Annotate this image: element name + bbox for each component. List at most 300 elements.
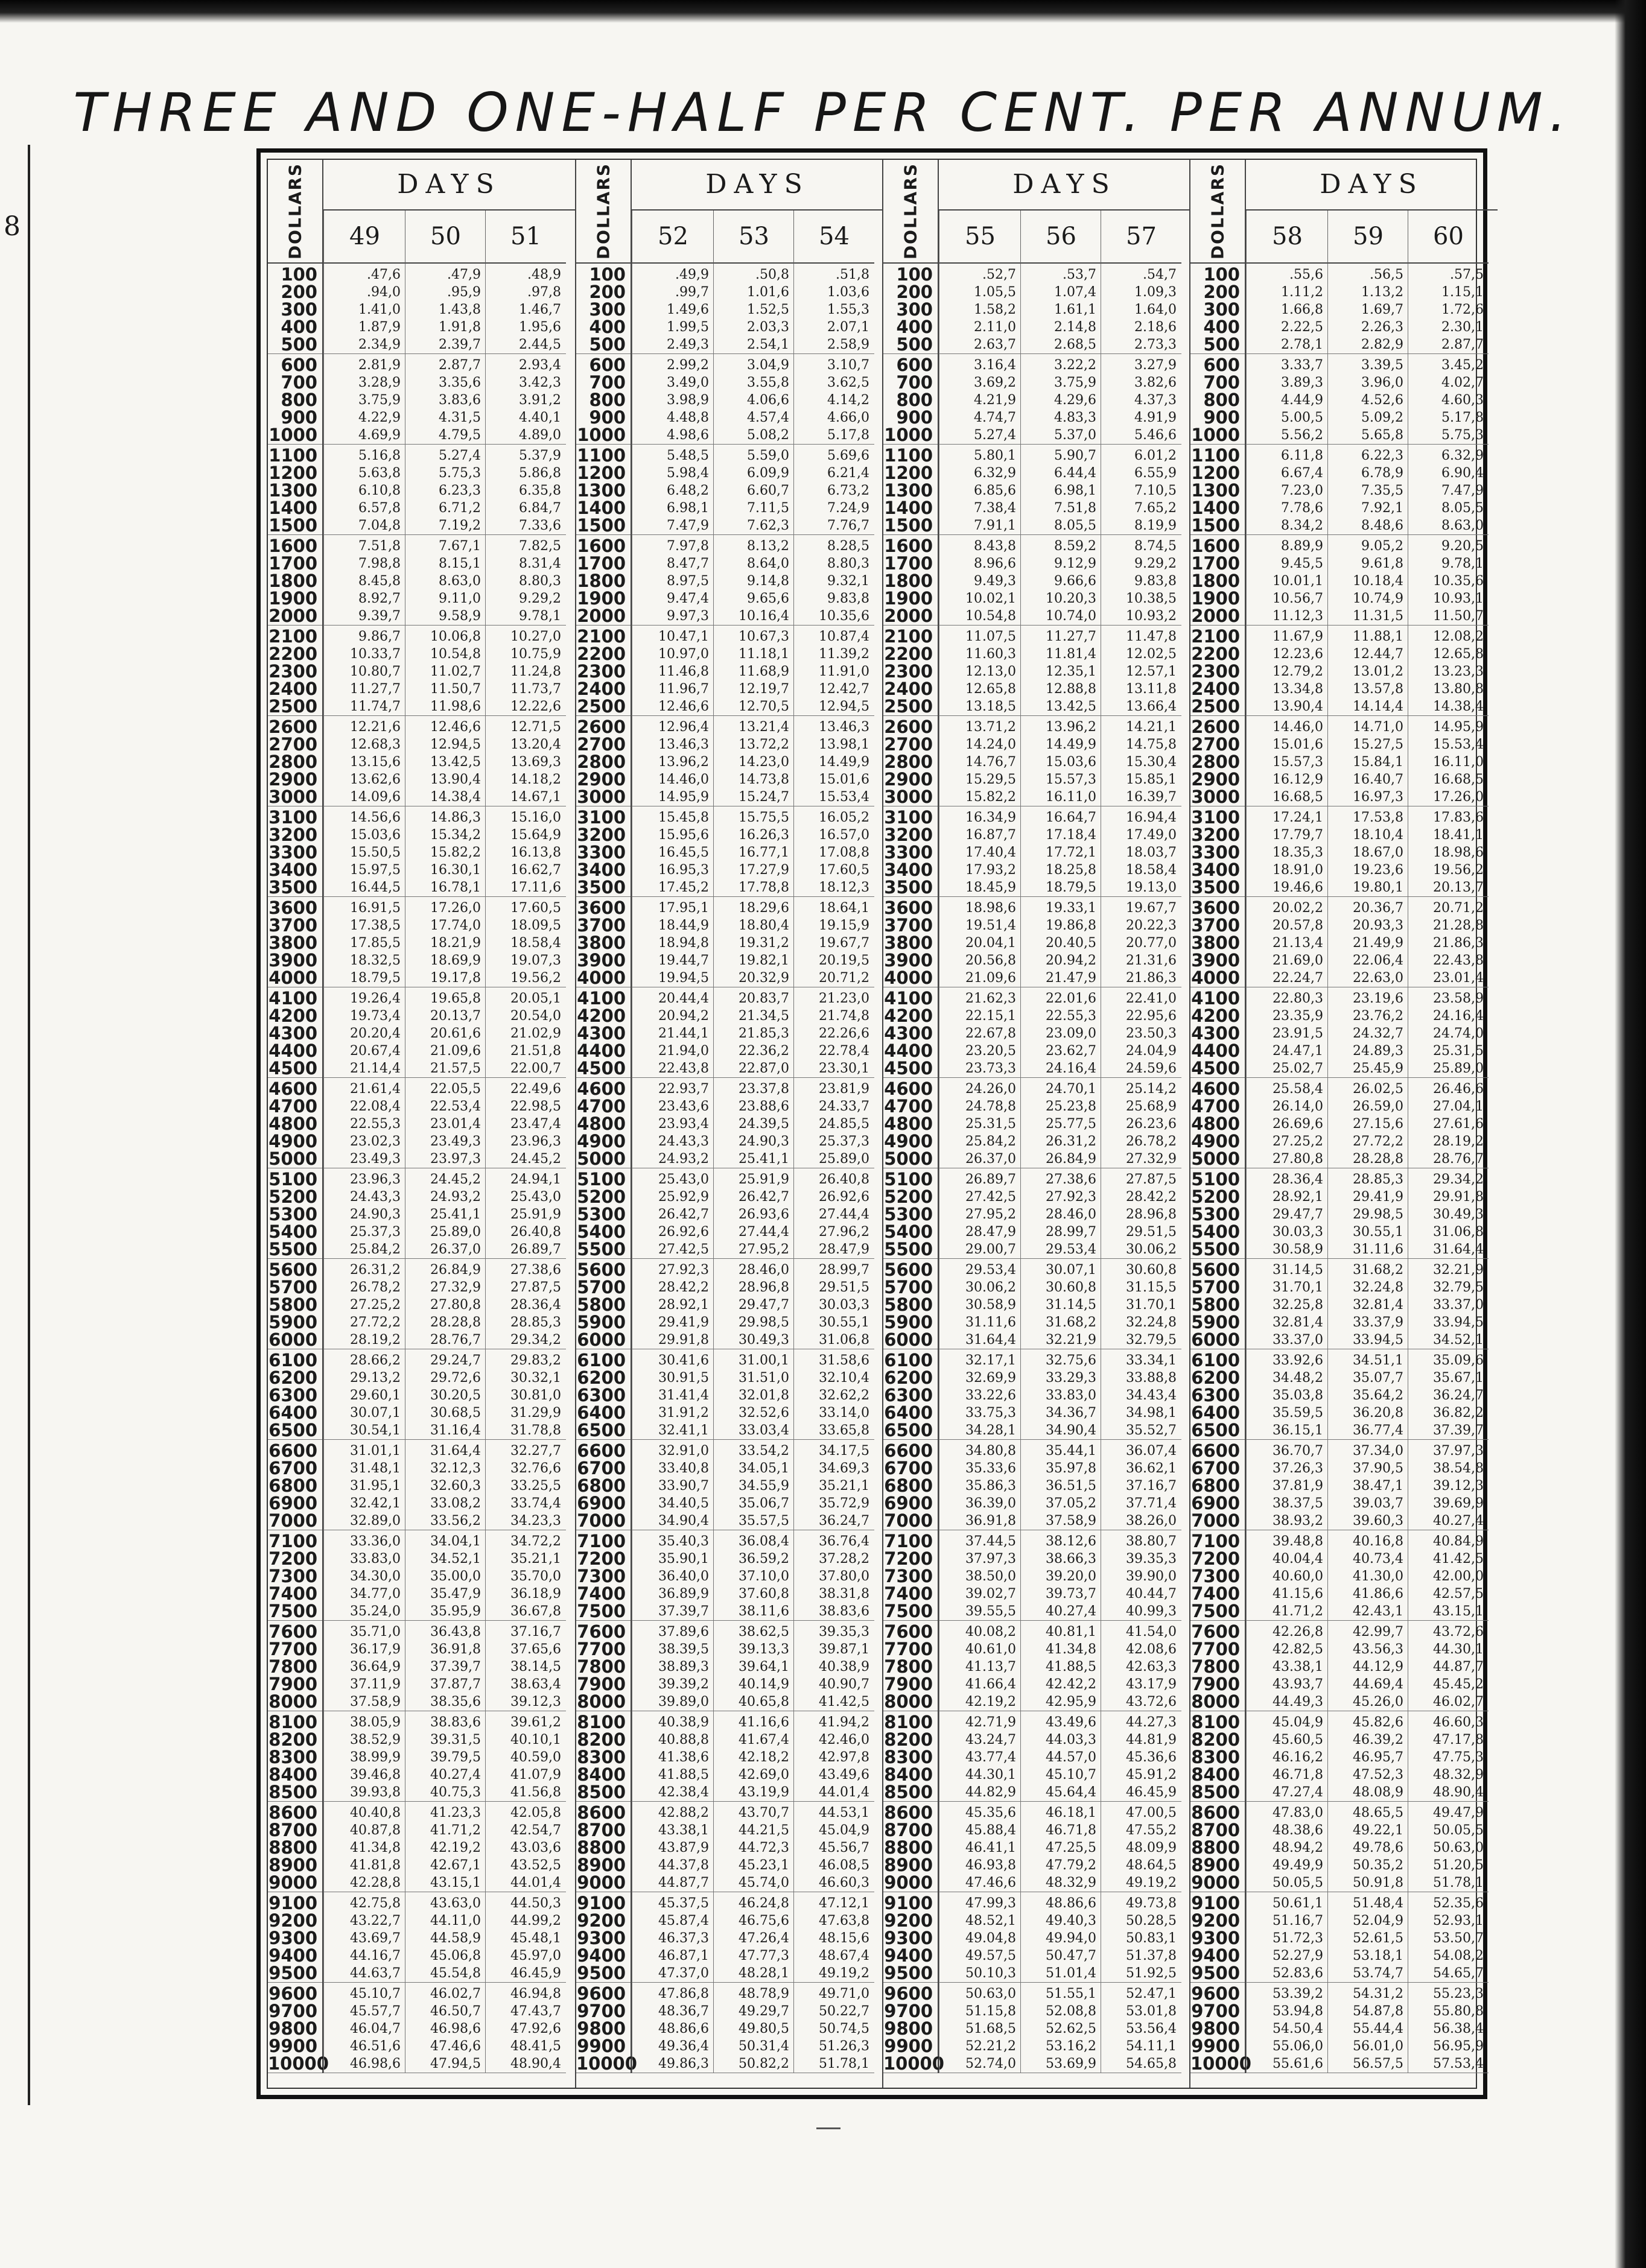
interest-value: 39.90,0 [1126, 1569, 1177, 1584]
interest-value: 10.16,4 [739, 609, 789, 624]
dollar-amount: 7000 [269, 1510, 317, 1531]
interest-value: 35.24,0 [350, 1604, 401, 1619]
dollars-column [268, 264, 329, 2074]
interest-value: 45.04,9 [1273, 1715, 1323, 1730]
interest-value: 6.21,4 [827, 466, 869, 481]
dollar-amount: 1900 [577, 588, 626, 609]
interest-value: 40.27,4 [430, 1767, 481, 1782]
dollar-amount: 9900 [884, 2036, 933, 2056]
interest-value: 28.99,7 [1046, 1224, 1096, 1240]
dollar-amount: 5400 [1191, 1221, 1240, 1242]
interest-value: 12.57,1 [1126, 664, 1177, 679]
dollar-amount: 7800 [884, 1656, 933, 1677]
row-group [576, 1259, 631, 1349]
interest-value: 27.96,2 [819, 1224, 869, 1240]
day-block-2 [882, 160, 1190, 2088]
interest-value: 16.62,7 [510, 863, 561, 878]
interest-value: 46.94,8 [510, 1986, 561, 2001]
interest-value: 38.83,6 [430, 1715, 481, 1730]
interest-value: 33.88,8 [1126, 1370, 1177, 1386]
interest-value: 36.15,1 [1273, 1423, 1323, 1438]
interest-value: 48.15,6 [819, 1931, 869, 1946]
row-group [714, 806, 794, 897]
interest-value: 20.32,9 [739, 971, 789, 986]
dollar-amount: 7800 [269, 1656, 317, 1677]
row-group [794, 1983, 874, 2073]
interest-value: 44.21,5 [739, 1823, 789, 1838]
dollar-amount: 2100 [269, 626, 317, 647]
interest-value: 1.43,8 [439, 302, 481, 317]
dollar-amount: 8400 [1191, 1764, 1240, 1785]
interest-value: 50.05,5 [1273, 1875, 1323, 1890]
interest-value: 25.43,0 [658, 1172, 709, 1187]
dollar-amount: 8100 [269, 1712, 317, 1732]
interest-value: 32.81,4 [1353, 1297, 1403, 1313]
interest-value: 50.91,8 [1353, 1875, 1403, 1890]
row-group [714, 1440, 794, 1530]
interest-value: 10.35,6 [819, 609, 869, 624]
interest-value: 2.34,9 [358, 337, 401, 352]
interest-value: 27.44,4 [739, 1224, 789, 1240]
interest-value: 48.32,9 [1433, 1767, 1484, 1782]
interest-value: 30.58,9 [965, 1297, 1016, 1313]
interest-value: .47,6 [367, 267, 401, 282]
interest-value: 3.10,7 [827, 358, 869, 373]
interest-value: 24.45,2 [510, 1151, 561, 1167]
interest-value: 40.90,7 [819, 1677, 869, 1692]
interest-value: 47.94,5 [430, 2056, 481, 2071]
adjacent-page-heading: 8 [4, 211, 21, 242]
interest-value: 6.90,4 [1441, 466, 1484, 481]
interest-value: 5.17,8 [827, 428, 869, 443]
interest-value: 29.34,2 [510, 1332, 561, 1348]
dollar-amount: 100 [589, 264, 626, 285]
dollar-amount: 6500 [1191, 1420, 1240, 1440]
interest-value: 42.95,9 [1046, 1694, 1096, 1709]
interest-value: 39.48,8 [1273, 1534, 1323, 1549]
interest-value: 12.42,7 [819, 682, 869, 697]
interest-value: 14.38,4 [430, 790, 481, 805]
interest-value: 5.98,4 [667, 466, 709, 481]
row-group [405, 445, 486, 535]
interest-value: 14.67,1 [510, 790, 561, 805]
dollar-amount: 5600 [269, 1259, 317, 1280]
row-group [714, 1530, 794, 1621]
interest-value: 26.84,9 [430, 1262, 481, 1278]
row-group [632, 1078, 714, 1168]
interest-value: 18.44,9 [658, 918, 709, 933]
row-group [794, 1711, 874, 1802]
row-group [883, 1711, 938, 1802]
row-group [1408, 1983, 1489, 2073]
interest-value: 29.24,7 [430, 1353, 481, 1368]
dollar-amount: 7100 [577, 1531, 626, 1551]
row-group [486, 1711, 566, 1802]
interest-value: 18.98,6 [1433, 845, 1484, 860]
day-number: 52 [632, 211, 714, 264]
interest-value: 19.86,8 [1046, 918, 1096, 933]
dollar-amount: 7900 [884, 1674, 933, 1694]
dollar-amount: 9400 [1191, 1945, 1240, 1966]
interest-value: 19.82,1 [739, 953, 789, 968]
interest-value: 9.39,7 [358, 609, 401, 624]
dollar-amount: 10000 [883, 2053, 944, 2074]
dollar-amount: 2800 [884, 752, 933, 772]
interest-value: 39.46,8 [350, 1767, 401, 1782]
row-group [1021, 1078, 1101, 1168]
interest-value: 26.46,6 [1433, 1082, 1484, 1097]
row-group [1247, 626, 1328, 716]
interest-value: 24.33,7 [819, 1099, 869, 1114]
interest-value: 49.73,8 [1126, 1896, 1177, 1911]
interest-value: 17.18,4 [1046, 828, 1096, 843]
row-group [405, 1711, 486, 1802]
dollar-amount: 6000 [1191, 1329, 1240, 1350]
dollar-amount: 5600 [577, 1259, 626, 1280]
dollar-amount: 5200 [884, 1186, 933, 1207]
interest-value: 11.50,7 [430, 682, 481, 697]
dollar-amount: 8400 [577, 1764, 626, 1785]
interest-value: 7.10,5 [1134, 483, 1177, 498]
row-group [576, 897, 631, 987]
dollar-amount: 1000 [269, 425, 317, 445]
row-group [714, 1259, 794, 1349]
row-group [939, 626, 1021, 716]
row-group [405, 987, 486, 1078]
interest-value: 15.82,2 [430, 845, 481, 860]
row-group [268, 1078, 322, 1168]
interest-value: 40.88,8 [658, 1732, 709, 1747]
interest-value: 18.79,5 [1046, 880, 1096, 895]
interest-value: 5.17,8 [1441, 410, 1484, 425]
interest-value: 35.95,9 [430, 1604, 481, 1619]
interest-value: 1.52,5 [747, 302, 789, 317]
interest-value: 18.29,6 [739, 901, 789, 916]
interest-value: 16.13,8 [510, 845, 561, 860]
dollar-amount: 7400 [884, 1583, 933, 1604]
interest-value: 7.24,9 [827, 501, 869, 516]
row-group [1408, 1259, 1489, 1349]
interest-value: 33.56,2 [430, 1513, 481, 1528]
interest-value: 34.55,9 [739, 1478, 789, 1494]
dollar-amount: 6900 [577, 1493, 626, 1513]
interest-value: 4.31,5 [439, 410, 481, 425]
interest-value: 12.23,6 [1273, 647, 1323, 662]
interest-value: 20.20,4 [350, 1026, 401, 1041]
row-group [576, 1168, 631, 1259]
row-group [576, 354, 631, 445]
interest-value: 5.90,7 [1054, 448, 1096, 463]
dollar-amount: 5300 [577, 1204, 626, 1224]
interest-value: 23.49,3 [350, 1151, 401, 1167]
interest-value: 2.07,1 [827, 320, 869, 335]
interest-value: 30.07,1 [1046, 1262, 1096, 1278]
dollar-amount: 9600 [884, 1983, 933, 2004]
row-group [1247, 1711, 1328, 1802]
interest-value: 36.64,9 [350, 1659, 401, 1674]
row-group [1408, 1892, 1489, 1983]
interest-value: 20.94,2 [658, 1009, 709, 1024]
interest-value: 46.04,7 [350, 2021, 401, 2036]
dollar-amount: 9500 [577, 1963, 626, 1983]
row-group [576, 1078, 631, 1168]
interest-value: 7.51,8 [358, 539, 401, 554]
interest-value: 30.41,6 [658, 1353, 709, 1368]
interest-value: 10.38,5 [1126, 591, 1177, 606]
interest-value: 25.84,2 [350, 1242, 401, 1257]
interest-value: 28.46,0 [739, 1262, 789, 1278]
interest-value: 36.91,8 [965, 1513, 1016, 1528]
dollar-amount: 3000 [1191, 787, 1240, 807]
interest-value: 29.41,9 [1353, 1189, 1403, 1205]
interest-value: 37.65,6 [510, 1642, 561, 1657]
interest-value: 23.76,2 [1353, 1009, 1403, 1024]
interest-value: 32.21,9 [1046, 1332, 1096, 1348]
dollars-header [268, 160, 323, 264]
row-group [1021, 987, 1101, 1078]
interest-value: 35.57,5 [739, 1513, 789, 1528]
row-group [268, 987, 322, 1078]
interest-value: 28.99,7 [819, 1262, 869, 1278]
interest-value: 23.97,3 [430, 1151, 481, 1167]
interest-value: 42.63,3 [1126, 1659, 1177, 1674]
dollar-amount: 200 [1203, 282, 1240, 302]
dollar-amount: 6600 [1191, 1440, 1240, 1461]
interest-value: 1.07,4 [1054, 285, 1096, 300]
interest-value: 54.31,2 [1353, 1986, 1403, 2001]
dollar-amount: 5400 [884, 1221, 933, 1242]
interest-value: 9.86,7 [358, 629, 401, 644]
interest-value: 52.04,9 [1353, 1913, 1403, 1928]
interest-value: 24.90,3 [739, 1134, 789, 1149]
dollar-amount: 2700 [884, 734, 933, 755]
interest-value: 9.14,8 [747, 574, 789, 589]
interest-value: 26.02,5 [1353, 1082, 1403, 1097]
interest-value: 45.56,7 [819, 1840, 869, 1855]
interest-value: 40.16,8 [1353, 1534, 1403, 1549]
interest-value: 41.42,5 [1433, 1551, 1484, 1566]
dollar-amount: 1800 [1191, 571, 1240, 591]
dollar-amount: 2200 [1191, 644, 1240, 664]
interest-value: 46.24,8 [739, 1896, 789, 1911]
interest-value: 34.23,3 [510, 1513, 561, 1528]
interest-value: 28.47,9 [819, 1242, 869, 1257]
days-header: DAYS [632, 160, 883, 211]
interest-value: 43.93,7 [1273, 1677, 1323, 1692]
dollar-amount: 900 [589, 407, 626, 428]
interest-value: 27.72,2 [1353, 1134, 1403, 1149]
interest-value: 44.53,1 [819, 1805, 869, 1820]
row-group [1021, 1802, 1101, 1892]
interest-value: 27.80,8 [430, 1297, 481, 1313]
interest-value: 7.38,4 [974, 501, 1016, 516]
interest-value: 29.83,2 [510, 1353, 561, 1368]
interest-value: 2.30,1 [1441, 320, 1484, 335]
row-group [939, 987, 1021, 1078]
row-group [939, 1530, 1021, 1621]
interest-value: 12.79,2 [1273, 664, 1323, 679]
row-group [576, 264, 631, 354]
interest-value: 37.16,7 [1126, 1478, 1177, 1494]
interest-value: 41.15,6 [1273, 1586, 1323, 1601]
row-group [939, 354, 1021, 445]
interest-value: 38.11,6 [739, 1604, 789, 1619]
interest-value: 47.25,5 [1046, 1840, 1096, 1855]
interest-value: 46.02,7 [430, 1986, 481, 2001]
dollar-amount: 1500 [577, 515, 626, 536]
row-group [268, 1892, 322, 1983]
dollar-amount: 500 [1203, 334, 1240, 355]
interest-value: 18.94,8 [658, 936, 709, 951]
row-group [794, 1349, 874, 1440]
interest-value: 35.47,9 [430, 1586, 481, 1601]
interest-value: 54.65,7 [1433, 1966, 1484, 1981]
interest-value: 36.91,8 [430, 1642, 481, 1657]
interest-value: 45.06,8 [430, 1948, 481, 1963]
row-group [1328, 1168, 1408, 1259]
dollar-amount: 5000 [269, 1148, 317, 1169]
dollar-amount: 9600 [1191, 1983, 1240, 2004]
interest-value: 45.04,9 [819, 1823, 869, 1838]
interest-value: 4.40,1 [519, 410, 561, 425]
interest-value: 30.68,5 [430, 1405, 481, 1421]
row-group [632, 354, 714, 445]
interest-value: 16.44,5 [350, 880, 401, 895]
dollar-amount: 6600 [884, 1440, 933, 1461]
day-number: 60 [1408, 211, 1489, 264]
interest-value: 37.60,8 [739, 1586, 789, 1601]
dollar-amount: 300 [896, 299, 933, 320]
interest-value: 12.46,6 [658, 699, 709, 714]
interest-value: 44.81,9 [1126, 1732, 1177, 1747]
interest-value: 13.42,5 [1046, 699, 1096, 714]
interest-value: 16.97,3 [1353, 790, 1403, 805]
dollar-amount: 3100 [884, 807, 933, 828]
interest-value: .94,0 [367, 285, 401, 300]
row-group [883, 626, 938, 716]
interest-value: 11.88,1 [1353, 629, 1403, 644]
interest-value: 31.51,0 [739, 1370, 789, 1386]
row-group [405, 1259, 486, 1349]
interest-value: 26.37,0 [965, 1151, 1016, 1167]
interest-value: 29.41,9 [658, 1315, 709, 1330]
dollar-amount: 1800 [884, 571, 933, 591]
row-group [883, 1168, 938, 1259]
dollar-amount: 7100 [269, 1531, 317, 1551]
interest-value: 20.40,5 [1046, 936, 1096, 951]
interest-value: 50.35,2 [1353, 1858, 1403, 1873]
row-group [714, 1711, 794, 1802]
row-group [883, 806, 938, 897]
row-group [939, 1711, 1021, 1802]
interest-value: 36.70,7 [1273, 1443, 1323, 1459]
interest-value: 18.64,1 [819, 901, 869, 916]
interest-value: 48.90,4 [510, 2056, 561, 2071]
interest-value: 22.93,7 [658, 1082, 709, 1097]
row-group [1190, 1983, 1251, 2074]
interest-value: 38.35,6 [430, 1694, 481, 1709]
interest-value: 10.67,3 [739, 629, 789, 644]
row-group [1190, 716, 1245, 806]
row-group [1328, 626, 1408, 716]
dollar-amount: 2500 [269, 696, 317, 717]
dollars-column [883, 264, 944, 2074]
interest-value: 35.52,7 [1126, 1423, 1177, 1438]
interest-value: 4.02,7 [1441, 375, 1484, 390]
interest-value: 12.71,5 [510, 720, 561, 735]
interest-value: 4.57,4 [747, 410, 789, 425]
dollar-amount: 2500 [884, 696, 933, 717]
interest-value: 1.87,9 [358, 320, 401, 335]
dollar-amount: 3700 [577, 915, 626, 936]
row-group [1408, 1440, 1489, 1530]
interest-value: 2.44,5 [519, 337, 561, 352]
row-group [714, 987, 794, 1078]
interest-value: 1.46,7 [519, 302, 561, 317]
interest-value: 44.30,1 [965, 1767, 1016, 1782]
interest-value: 40.65,8 [739, 1694, 789, 1709]
interest-value: 39.35,3 [819, 1624, 869, 1639]
row-group [1247, 987, 1328, 1078]
interest-value: 23.88,6 [739, 1099, 789, 1114]
interest-value: 20.61,6 [430, 1026, 481, 1041]
interest-value: 56.01,0 [1353, 2039, 1403, 2054]
row-group [1328, 806, 1408, 897]
dollar-amount: 8900 [269, 1855, 317, 1875]
dollar-amount: 8000 [1191, 1691, 1240, 1712]
row-group [794, 1892, 874, 1983]
interest-value: 18.80,4 [739, 918, 789, 933]
interest-value: 16.91,5 [350, 901, 401, 916]
dollar-amount: 800 [589, 390, 626, 410]
row-group [405, 535, 486, 626]
interest-value: 4.69,9 [358, 428, 401, 443]
interest-value: 36.67,8 [510, 1604, 561, 1619]
interest-value: 28.47,9 [965, 1224, 1016, 1240]
row-group [1190, 535, 1245, 626]
interest-value: 15.16,0 [510, 810, 561, 825]
interest-value: 5.65,8 [1361, 428, 1403, 443]
interest-value: 4.52,6 [1361, 393, 1403, 408]
interest-value: 32.12,3 [430, 1461, 481, 1476]
interest-value: 20.05,1 [510, 991, 561, 1006]
dollar-amount: 400 [896, 317, 933, 337]
row-group [1247, 1078, 1328, 1168]
interest-value: 29.00,7 [965, 1242, 1016, 1257]
row-group [1408, 806, 1489, 897]
dollar-amount: 6500 [269, 1420, 317, 1440]
row-group [883, 1349, 938, 1440]
interest-value: 28.76,7 [430, 1332, 481, 1348]
dollar-amount: 9700 [577, 2001, 626, 2021]
dollar-amount: 9300 [1191, 1928, 1240, 1948]
interest-value: 7.23,0 [1281, 483, 1323, 498]
interest-value: 36.40,0 [658, 1569, 709, 1584]
interest-value: 10.97,0 [658, 647, 709, 662]
interest-value: 15.34,2 [430, 828, 481, 843]
dollar-amount: 1100 [577, 445, 626, 466]
interest-value: 40.27,4 [1433, 1513, 1484, 1528]
interest-value: 53.94,8 [1273, 2004, 1323, 2019]
interest-value: 41.86,6 [1353, 1586, 1403, 1601]
dollar-amount: 3500 [1191, 877, 1240, 898]
dollar-amount: 3200 [577, 825, 626, 845]
interest-value: 31.68,2 [1353, 1262, 1403, 1278]
row-group [405, 806, 486, 897]
dollar-amount: 3900 [577, 950, 626, 971]
dollar-amount: 1900 [269, 588, 317, 609]
row-group [1247, 1440, 1328, 1530]
